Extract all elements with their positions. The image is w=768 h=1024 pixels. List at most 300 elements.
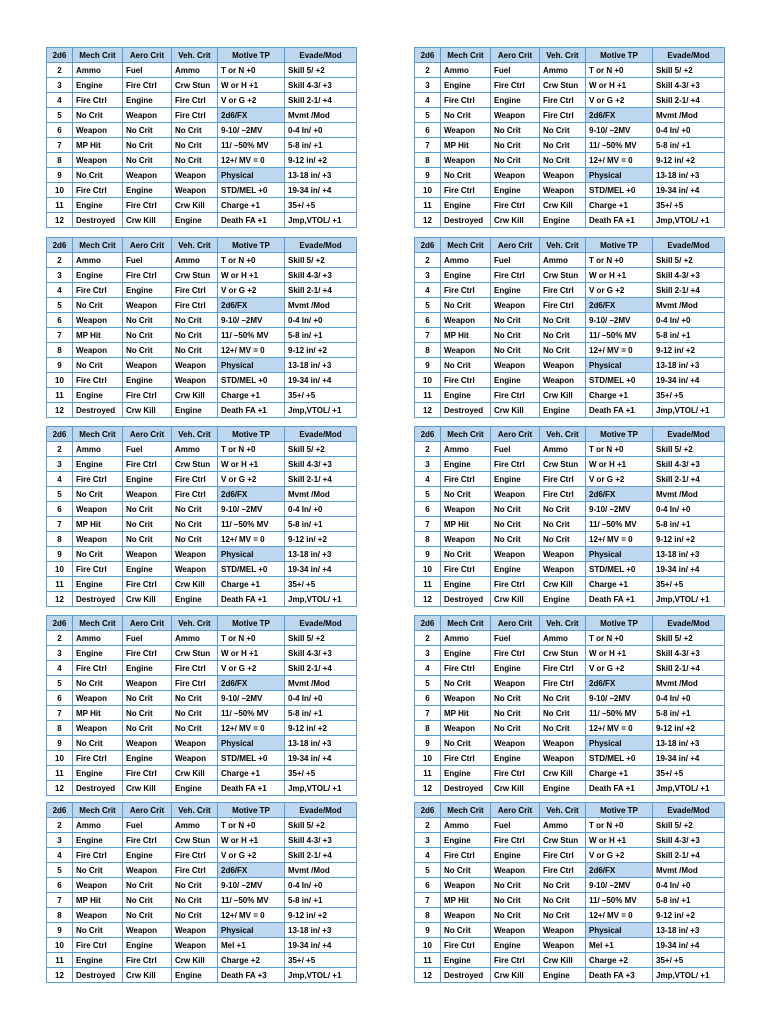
cell-roll: 9 [47,168,73,183]
cell-aero-crit: No Crit [123,893,172,908]
cell-aero-crit: Fire Ctrl [123,577,172,592]
cell-evade-mod: Skill 4-3/ +3 [285,646,357,661]
cell-evade-mod: Skill 2-1/ +4 [653,93,725,108]
cell-mech-crit: Fire Ctrl [73,751,123,766]
cell-aero-crit: Fire Ctrl [491,833,540,848]
table-row [47,388,357,403]
cell-evade-mod: Mvmt /Mod [285,863,357,878]
cell-veh-crit: Weapon [172,736,218,751]
cell-motive-tp: Physical [586,923,653,938]
cell-motive-tp: Death FA +1 [218,213,285,228]
table-header-row [415,48,725,63]
cell-roll: 9 [415,358,441,373]
cell-roll: 11 [47,953,73,968]
cell-roll: 7 [415,138,441,153]
cell-evade-mod: 9-12 in/ +2 [285,721,357,736]
cell-roll: 2 [47,818,73,833]
cell-veh-crit: Fire Ctrl [172,661,218,676]
cell-veh-crit: No Crit [172,721,218,736]
table-row [415,893,725,908]
cell-roll: 9 [415,168,441,183]
cell-roll: 7 [415,328,441,343]
cell-motive-tp: W or H +1 [586,646,653,661]
cell-roll: 4 [415,93,441,108]
cell-motive-tp: 12+/ MV = 0 [218,153,285,168]
cell-veh-crit: Weapon [172,938,218,953]
cell-motive-tp: 12+/ MV = 0 [218,908,285,923]
table-header-row [415,803,725,818]
cell-aero-crit: Fire Ctrl [123,198,172,213]
cell-motive-tp: Physical [586,168,653,183]
table-row [47,183,357,198]
cell-motive-tp: STD/MEL +0 [218,562,285,577]
cell-roll: 12 [47,968,73,983]
cell-roll: 3 [415,646,441,661]
cell-evade-mod: 0-4 In/ +0 [285,878,357,893]
crit-table-3 [46,237,357,418]
cell-veh-crit: Engine [172,592,218,607]
cell-roll: 2 [415,253,441,268]
cell-mech-crit: Weapon [441,691,491,706]
cell-roll: 5 [47,108,73,123]
cell-veh-crit: Crw Kill [172,198,218,213]
cell-roll: 11 [47,577,73,592]
cell-evade-mod: 0-4 In/ +0 [285,691,357,706]
table-row [47,676,357,691]
cell-veh-crit: No Crit [540,706,586,721]
cell-roll: 10 [47,751,73,766]
cell-motive-tp: Death FA +1 [218,781,285,796]
cell-veh-crit: No Crit [172,123,218,138]
cell-roll: 9 [415,736,441,751]
cell-evade-mod: Jmp,VTOL/ +1 [653,213,725,228]
header-aero-crit: Aero Crit [123,48,172,63]
table-row [415,953,725,968]
cell-aero-crit: Engine [491,93,540,108]
crit-table-8 [414,615,725,796]
table-row [415,968,725,983]
cell-mech-crit: Weapon [73,502,123,517]
cell-motive-tp: T or N +0 [218,63,285,78]
cell-veh-crit: Ammo [540,253,586,268]
table-row [415,908,725,923]
cell-mech-crit: Engine [441,78,491,93]
cell-evade-mod: 19-34 in/ +4 [653,183,725,198]
cell-aero-crit: Weapon [491,676,540,691]
table-row [415,138,725,153]
cell-mech-crit: No Crit [441,168,491,183]
table-row [415,766,725,781]
cell-roll: 11 [47,198,73,213]
cell-evade-mod: 13-18 in/ +3 [653,358,725,373]
cell-roll: 6 [415,878,441,893]
table-row [415,403,725,418]
cell-veh-crit: Engine [540,968,586,983]
cell-mech-crit: Engine [73,457,123,472]
cell-roll: 7 [47,893,73,908]
cell-veh-crit: Ammo [540,63,586,78]
cell-mech-crit: Fire Ctrl [441,373,491,388]
cell-roll: 2 [47,63,73,78]
cell-aero-crit: No Crit [491,721,540,736]
cell-roll: 2 [47,253,73,268]
cell-aero-crit: Weapon [491,358,540,373]
cell-aero-crit: Fire Ctrl [123,766,172,781]
cell-motive-tp: W or H +1 [218,78,285,93]
header-mech-crit: Mech Crit [441,48,491,63]
table-row [47,78,357,93]
cell-mech-crit: Destroyed [441,781,491,796]
cell-motive-tp: Physical [218,923,285,938]
cell-roll: 11 [415,388,441,403]
cell-aero-crit: No Crit [491,328,540,343]
cell-veh-crit: No Crit [172,153,218,168]
cell-evade-mod: 9-12 in/ +2 [285,153,357,168]
cell-mech-crit: Engine [73,198,123,213]
cell-mech-crit: Ammo [73,253,123,268]
cell-motive-tp: 12+/ MV = 0 [586,908,653,923]
table-row [47,328,357,343]
cell-roll: 6 [47,691,73,706]
cell-roll: 5 [415,487,441,502]
cell-veh-crit: Weapon [540,373,586,388]
cell-aero-crit: No Crit [491,153,540,168]
cell-veh-crit: Fire Ctrl [172,108,218,123]
cell-mech-crit: Engine [73,766,123,781]
crit-table-10 [414,802,725,983]
table-row [415,63,725,78]
cell-motive-tp: Charge +1 [218,577,285,592]
cell-mech-crit: Engine [73,388,123,403]
cell-roll: 10 [415,183,441,198]
cell-aero-crit: No Crit [123,138,172,153]
cell-evade-mod: Skill 2-1/ +4 [285,661,357,676]
cell-veh-crit: Crw Kill [172,388,218,403]
cell-mech-crit: Destroyed [73,781,123,796]
cell-veh-crit: Crw Stun [540,646,586,661]
table-row [415,442,725,457]
cell-aero-crit: Crw Kill [123,592,172,607]
cell-motive-tp: W or H +1 [586,78,653,93]
cell-mech-crit: No Crit [441,298,491,313]
table-row [47,403,357,418]
cell-veh-crit: Crw Kill [540,198,586,213]
table-header-row [47,48,357,63]
cell-evade-mod: Skill 5/ +2 [285,818,357,833]
header-roll: 2d6 [47,238,73,253]
cell-mech-crit: No Crit [73,736,123,751]
cell-motive-tp: V or G +2 [218,283,285,298]
cell-roll: 11 [415,953,441,968]
cell-mech-crit: Engine [441,833,491,848]
header-motive-tp: Motive TP [586,803,653,818]
cell-aero-crit: Weapon [491,923,540,938]
cell-aero-crit: No Crit [491,706,540,721]
cell-motive-tp: 12+/ MV = 0 [586,532,653,547]
table-row [415,388,725,403]
cell-veh-crit: No Crit [540,328,586,343]
cell-aero-crit: Engine [491,373,540,388]
cell-veh-crit: Crw Stun [540,457,586,472]
cell-roll: 3 [47,78,73,93]
cell-evade-mod: 0-4 In/ +0 [285,502,357,517]
header-veh-crit: Veh. Crit [172,803,218,818]
cell-motive-tp: V or G +2 [218,472,285,487]
cell-evade-mod: 5-8 in/ +1 [285,138,357,153]
header-evade-mod: Evade/Mod [653,803,725,818]
cell-mech-crit: Destroyed [441,403,491,418]
cell-roll: 7 [415,517,441,532]
cell-aero-crit: Fire Ctrl [123,388,172,403]
cell-roll: 3 [47,268,73,283]
cell-mech-crit: MP Hit [73,706,123,721]
cell-motive-tp: STD/MEL +0 [218,751,285,766]
cell-motive-tp: STD/MEL +0 [218,373,285,388]
header-roll: 2d6 [415,427,441,442]
cell-aero-crit: Weapon [123,547,172,562]
cell-evade-mod: Skill 2-1/ +4 [285,93,357,108]
cell-veh-crit: Weapon [172,751,218,766]
cell-evade-mod: 19-34 in/ +4 [285,183,357,198]
table-row [47,661,357,676]
cell-motive-tp: T or N +0 [586,818,653,833]
table-row [47,938,357,953]
cell-motive-tp: 2d6/FX [218,108,285,123]
cell-mech-crit: Engine [73,833,123,848]
cell-mech-crit: MP Hit [73,328,123,343]
crit-table-4 [414,237,725,418]
cell-aero-crit: Engine [491,562,540,577]
cell-veh-crit: No Crit [172,691,218,706]
cell-evade-mod: 35+/ +5 [285,388,357,403]
cell-veh-crit: Weapon [172,923,218,938]
table-header-row [47,238,357,253]
cell-veh-crit: Weapon [172,183,218,198]
cell-roll: 6 [47,313,73,328]
table-row [47,123,357,138]
table-row [415,736,725,751]
table-row [415,373,725,388]
table-row [47,893,357,908]
table-row [415,183,725,198]
cell-aero-crit: Engine [123,751,172,766]
cell-evade-mod: Mvmt /Mod [653,298,725,313]
cell-roll: 3 [47,646,73,661]
cell-evade-mod: Mvmt /Mod [653,487,725,502]
cell-motive-tp: 2d6/FX [586,298,653,313]
cell-veh-crit: No Crit [540,878,586,893]
cell-evade-mod: 9-12 in/ +2 [653,908,725,923]
table-row [415,268,725,283]
cell-evade-mod: Mvmt /Mod [653,108,725,123]
cell-evade-mod: 13-18 in/ +3 [285,736,357,751]
cell-mech-crit: MP Hit [73,893,123,908]
cell-veh-crit: Weapon [540,736,586,751]
header-mech-crit: Mech Crit [441,803,491,818]
cell-mech-crit: Engine [441,388,491,403]
table-row [415,562,725,577]
cell-veh-crit: Crw Kill [540,577,586,592]
table-row [415,631,725,646]
cell-motive-tp: Death FA +1 [586,781,653,796]
table-row [47,751,357,766]
table-row [47,343,357,358]
cell-mech-crit: Weapon [73,153,123,168]
cell-evade-mod: 19-34 in/ +4 [285,562,357,577]
cell-roll: 7 [47,138,73,153]
cell-aero-crit: Fuel [123,63,172,78]
cell-mech-crit: Weapon [441,313,491,328]
cell-veh-crit: No Crit [540,123,586,138]
cell-mech-crit: No Crit [441,108,491,123]
cell-mech-crit: Weapon [441,908,491,923]
cell-roll: 10 [415,938,441,953]
cell-motive-tp: T or N +0 [586,63,653,78]
cell-motive-tp: Death FA +3 [586,968,653,983]
cell-evade-mod: Skill 5/ +2 [653,63,725,78]
cell-veh-crit: No Crit [540,721,586,736]
cell-veh-crit: No Crit [540,153,586,168]
cell-evade-mod: 19-34 in/ +4 [285,938,357,953]
cell-aero-crit: Fire Ctrl [123,78,172,93]
table-row [47,298,357,313]
cell-veh-crit: No Crit [172,517,218,532]
table-row [47,631,357,646]
table-header-row [415,616,725,631]
cell-veh-crit: Fire Ctrl [172,472,218,487]
cell-mech-crit: Engine [73,268,123,283]
cell-veh-crit: Weapon [540,168,586,183]
table-row [47,736,357,751]
cell-veh-crit: Crw Stun [172,268,218,283]
cell-mech-crit: No Crit [73,923,123,938]
cell-roll: 5 [415,863,441,878]
cell-roll: 10 [415,751,441,766]
cell-aero-crit: No Crit [123,123,172,138]
header-veh-crit: Veh. Crit [172,238,218,253]
cell-motive-tp: Charge +1 [586,577,653,592]
header-evade-mod: Evade/Mod [285,427,357,442]
cell-veh-crit: Crw Kill [172,766,218,781]
cell-aero-crit: Weapon [491,108,540,123]
cell-aero-crit: Weapon [491,298,540,313]
cell-mech-crit: Ammo [73,63,123,78]
cell-evade-mod: Skill 4-3/ +3 [285,457,357,472]
cell-mech-crit: Weapon [73,343,123,358]
table-row [415,358,725,373]
cell-aero-crit: No Crit [123,908,172,923]
cell-aero-crit: No Crit [123,706,172,721]
cell-veh-crit: Fire Ctrl [172,93,218,108]
cell-veh-crit: Weapon [172,168,218,183]
table-row [47,766,357,781]
cell-evade-mod: Skill 5/ +2 [653,253,725,268]
cell-mech-crit: Weapon [441,343,491,358]
cell-aero-crit: Engine [491,751,540,766]
cell-aero-crit: Fire Ctrl [491,268,540,283]
cell-motive-tp: V or G +2 [218,661,285,676]
cell-roll: 8 [415,908,441,923]
cell-aero-crit: No Crit [123,532,172,547]
cell-evade-mod: Mvmt /Mod [653,863,725,878]
cell-roll: 11 [415,198,441,213]
cell-roll: 4 [415,472,441,487]
cell-evade-mod: 35+/ +5 [285,953,357,968]
table-row [415,93,725,108]
cell-mech-crit: Ammo [73,631,123,646]
cell-roll: 5 [47,298,73,313]
cell-veh-crit: Fire Ctrl [172,283,218,298]
table-row [47,577,357,592]
cell-roll: 5 [47,487,73,502]
cell-aero-crit: Fire Ctrl [123,953,172,968]
cell-motive-tp: Death FA +1 [586,592,653,607]
cell-veh-crit: Crw Kill [540,953,586,968]
cell-veh-crit: Weapon [540,358,586,373]
cell-aero-crit: No Crit [491,138,540,153]
header-motive-tp: Motive TP [218,238,285,253]
crit-table-5 [46,426,357,607]
cell-mech-crit: Destroyed [73,592,123,607]
table-header-row [47,427,357,442]
cell-motive-tp: V or G +2 [586,848,653,863]
cell-roll: 10 [415,373,441,388]
table-row [47,848,357,863]
cell-roll: 3 [415,833,441,848]
cell-veh-crit: Weapon [540,547,586,562]
cell-roll: 10 [415,562,441,577]
cell-roll: 11 [47,766,73,781]
cell-aero-crit: No Crit [491,908,540,923]
cell-motive-tp: 12+/ MV = 0 [218,343,285,358]
cell-veh-crit: No Crit [540,691,586,706]
table-row [47,168,357,183]
cell-roll: 9 [47,736,73,751]
header-veh-crit: Veh. Crit [540,616,586,631]
header-evade-mod: Evade/Mod [285,803,357,818]
cell-roll: 8 [415,721,441,736]
cell-evade-mod: 19-34 in/ +4 [285,373,357,388]
cell-roll: 10 [47,938,73,953]
cell-motive-tp: 11/ –50% MV [586,706,653,721]
cell-veh-crit: Engine [172,781,218,796]
cell-evade-mod: 19-34 in/ +4 [653,751,725,766]
cell-motive-tp: W or H +1 [218,646,285,661]
cell-motive-tp: STD/MEL +0 [586,183,653,198]
cell-veh-crit: No Crit [540,502,586,517]
table-row [415,751,725,766]
cell-evade-mod: Jmp,VTOL/ +1 [285,213,357,228]
cell-veh-crit: Weapon [540,183,586,198]
cell-evade-mod: 5-8 in/ +1 [285,517,357,532]
cell-motive-tp: Physical [586,358,653,373]
cell-veh-crit: Ammo [172,253,218,268]
cell-motive-tp: 9-10/ –2MV [586,878,653,893]
cell-motive-tp: Physical [218,168,285,183]
header-motive-tp: Motive TP [586,427,653,442]
cell-motive-tp: W or H +1 [218,833,285,848]
cell-roll: 7 [47,517,73,532]
cell-motive-tp: 2d6/FX [218,676,285,691]
table-row [47,373,357,388]
cell-veh-crit: Fire Ctrl [172,487,218,502]
cell-veh-crit: Engine [540,592,586,607]
cell-evade-mod: 13-18 in/ +3 [285,923,357,938]
cell-veh-crit: Weapon [540,938,586,953]
cell-aero-crit: Weapon [123,108,172,123]
cell-aero-crit: Weapon [123,298,172,313]
cell-aero-crit: Weapon [123,676,172,691]
